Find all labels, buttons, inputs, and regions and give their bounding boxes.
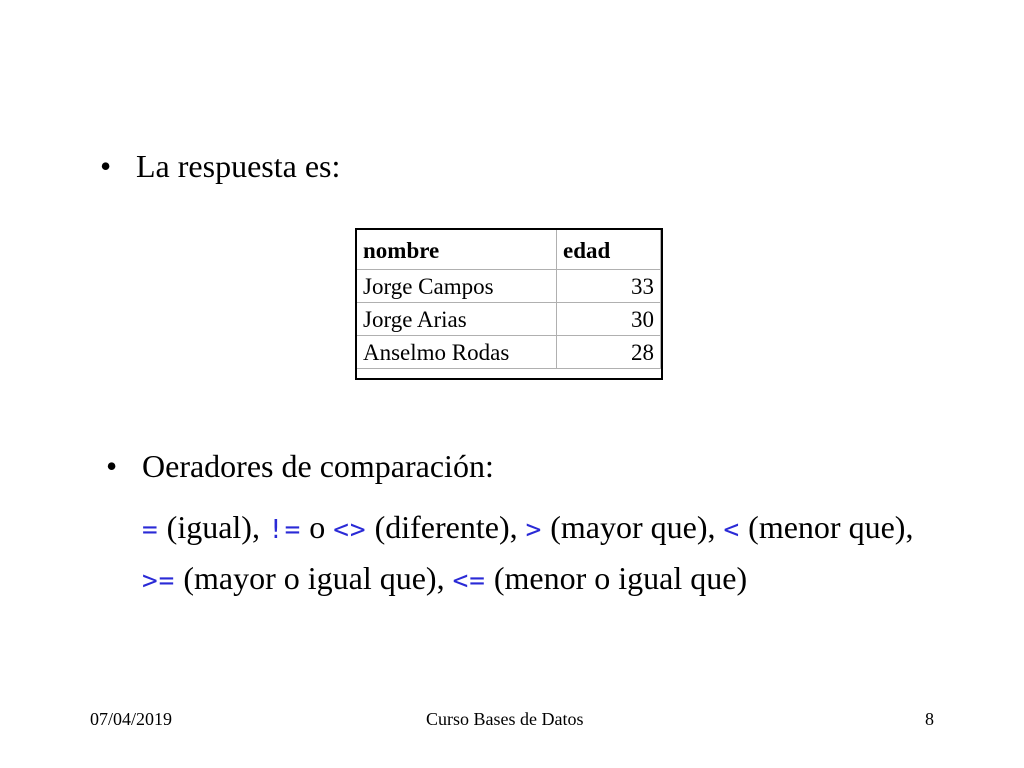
operator-diamond: <> [333,515,367,545]
operator-equal: = [142,515,159,545]
column-header-edad: edad [557,230,661,270]
bullet-icon: • [106,448,118,484]
operators-description [142,503,952,605]
footer-date: 07/04/2019 [90,709,173,729]
cell-edad: 30 [557,303,661,336]
column-header-nombre: nombre [357,230,557,270]
table-row [357,336,661,369]
cell-nombre: Anselmo Rodas [357,336,557,369]
operator-not-equal: != [267,515,302,545]
operator-less-equal: <= [452,566,486,596]
operator-greater-equal: >= [142,566,176,596]
table-header-row [357,230,661,270]
bullet-icon: • [100,148,112,184]
bullet-operadores [106,448,494,485]
table-row [357,303,661,336]
footer-course-title: Curso Bases de Datos [426,709,584,729]
operator-less: < [723,515,741,545]
operator-greater: > [525,515,543,545]
footer-page-number: 8 [925,709,934,729]
table-row [357,270,661,303]
operator-label: (igual), [158,509,268,545]
cell-nombre: Jorge Arias [357,303,557,336]
bullet-text: Oeradores de comparación: [142,448,494,484]
result-table [356,229,661,369]
operator-label: (diferente), [366,509,526,545]
cell-nombre: Jorge Campos [357,270,557,303]
cell-edad: 28 [557,336,661,369]
operator-label: o [301,509,334,545]
cell-edad: 33 [557,270,661,303]
operator-label: (mayor o igual que), [175,560,453,596]
operator-label: (mayor que), [542,509,724,545]
operator-label: (menor que), [740,509,914,545]
operator-label: (menor o igual que) [485,560,748,596]
bullet-respuesta [100,148,340,185]
bullet-text: La respuesta es: [136,148,341,184]
